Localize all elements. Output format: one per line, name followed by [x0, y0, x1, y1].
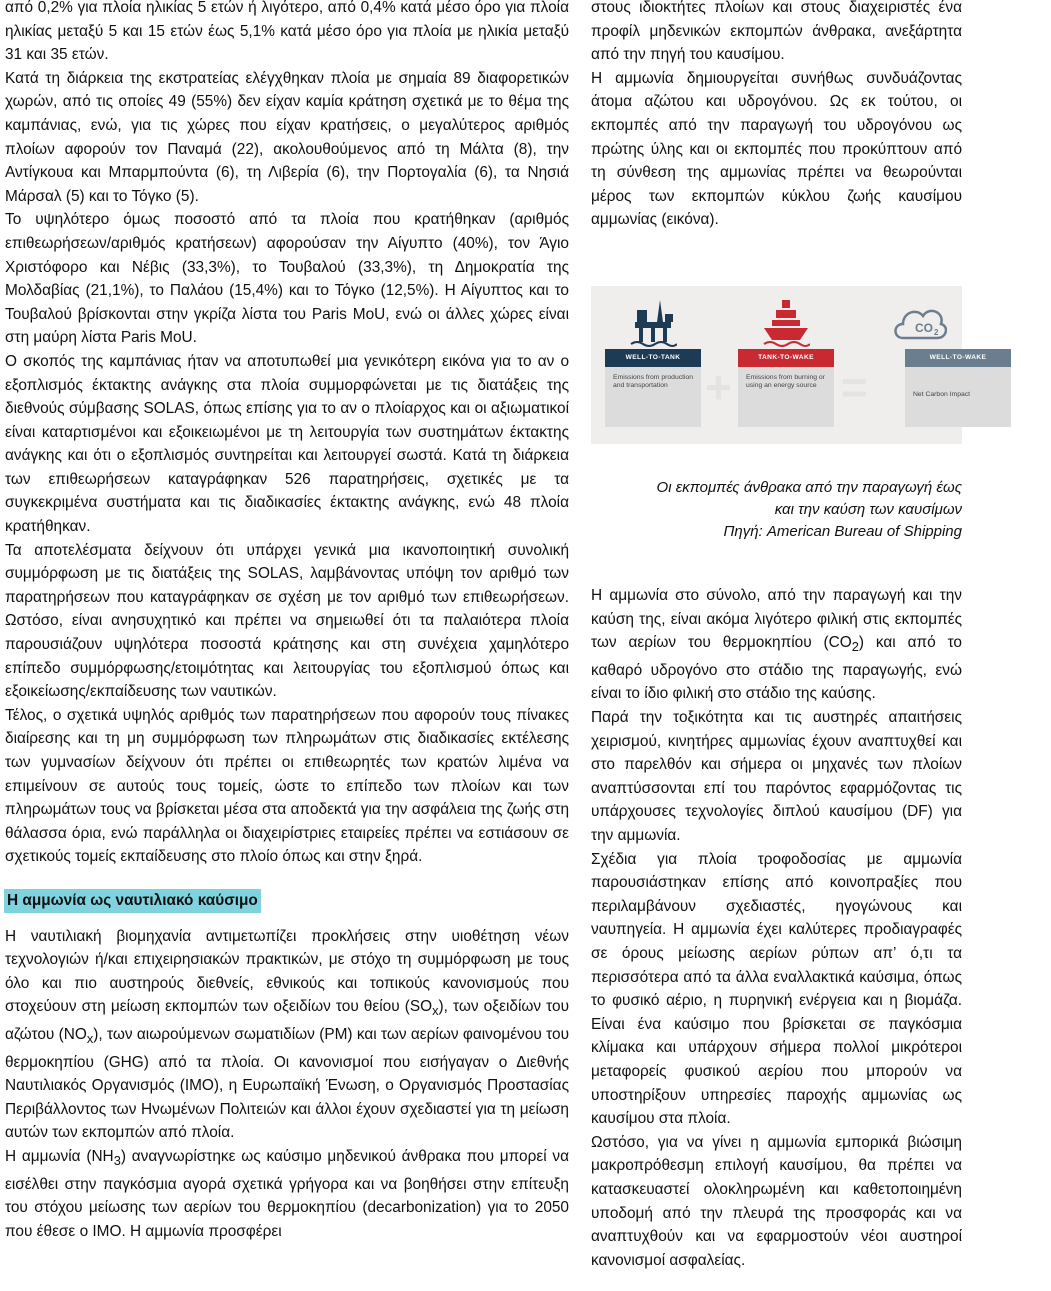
co2-cloud-icon: [891, 296, 947, 346]
section-heading: Η αμμωνία ως ναυτιλιακό καύσιμο: [4, 889, 261, 913]
text-run: Η ναυτιλιακή βιομηχανία αντιμετωπίζει προκλήσεις στην υιοθέτηση νέων τεχνολογιών ή/και επιχειρησιακών πρακτικών, με στόχο τη συμμόρφωση με τους όλο και πιο αυστηρούς διεθνείς, εθνικούς και τοπικούς κανονισμούς που στοχεύουν στη μείωση εκπομπών των οξειδίων του θείου (SO: [5, 927, 569, 1016]
paragraph-inspection-flags: Κατά τη διάρκεια της εκστρατείας ελέγχθηκαν πλοία με σημαία 89 διαφορετικών χωρών, από τις οποίες 49 (55%) δεν είχαν καμία κράτηση σχετικά με το θέμα της καμπάνιας, ενώ, για τις χώρες που είχαν κρατήσεις, ο μεγαλύτερος αριθμός πλοίων αφορούν τον Παναμά (22), ακολουθούμενος από τη Μάλτα (8), την Αντίγκουα και Μπαρμπούντα (6), τη Λιβερία (6), την Πορτογαλία (6), τα Νησιά Μάρσαλ (5) και το Τόγκο (5).: [5, 69, 569, 205]
subscript: 2: [851, 639, 859, 655]
spacer: [5, 869, 569, 889]
paragraph-campaign-purpose: Ο σκοπός της καμπάνιας ήταν να αποτυπωθεί μια γενικότερη εικόνα για το αν ο εξοπλισμός έκτακτης ανάγκης στα πλοία συμμορφώνεται με τις διατάξεις της διεθνούς σύμβασης SOLAS, όπως επίσης για το αν ο πλοίαρχος και οι αξιωματικοί είναι καταρτισμένοι και εξοικειωμένοι με τη λειτουργία των συστημάτων έκτακτης ανάγκης και ότι ο εξοπλισμός συντηρείται και λειτουργεί σωστά. Κατά τη διάρκεια των επιθεωρήσεων καταγράφηκαν 526 παρατηρήσεις, σχετικές με τα συγκεκριμένα συστήματα και τις διαδικασίες έκτακτης ανάγκης, ενώ 48 πλοία κρατήθηκαν.: [5, 352, 569, 536]
paragraph-detention-rates: Το υψηλότερο όμως ποσοστό από τα πλοία που κρατήθηκαν (αριθμός επιθεωρήσεων/αριθμός κρατήσεων) αφορούσαν την Αίγυπτο (40%), τον Άγιο Χριστόφορο και Νέβις (33,3%), το Τουβαλού (33,3%), τη Δημοκρατία της Μολδαβίας (21,1%), το Παλάου (15,4%) και το Τόγκο (12,5%). Η Αίγυπτος και το Τουβαλού βρίσκονται στην γκρίζα λίστα του Paris MoU, ενώ οι άλλες χώρες είναι στη μαύρη λίστα Paris MoU.: [5, 211, 569, 347]
well-to-tank-description: Emissions from production and transportation: [605, 367, 701, 427]
paragraph-ammonia-ghg: [591, 584, 962, 706]
well-to-tank-label: WELL-TO-TANK: [605, 349, 701, 367]
text-run: ), των οξειδίων του αζώτου (NO: [5, 998, 569, 1044]
text-run: Η αμμωνία (NH: [5, 1148, 114, 1166]
ship-icon: [762, 298, 810, 348]
caption-line-1: Οι εκπομπές άνθρακα από την παραγωγή έως: [656, 479, 962, 496]
text-run: ), των αιωρούμενων σωματιδίων (PM) και των αερίων φαινομένου του θερμοκηπίου (GHG) από τα πλοία. Οι κανονισμοί που εισήγαγαν ο Διεθνής Ναυτιλιακός Οργανισμός (IMO), η Ευρωπαϊκή Ένωση, ο Οργανισμός Προστασίας Περιβάλλοντος των Ηνωμένων Πολιτειών και άλλοι έχουν σχεδιαστεί για τη μείωση αυτών των εκπομπών από πλοία.: [5, 1026, 569, 1142]
paragraph-ammonia-zero-carbon: [5, 1145, 569, 1243]
tank-to-wake-label: TANK-TO-WAKE: [738, 349, 834, 367]
paragraph-continuation: στους ιδιοκτήτες πλοίων και στους διαχειριστές ένα προφίλ μηδενικών εκπομπών άνθρακα, ανεξάρτητα από την πηγή του καυσίμου.: [591, 0, 962, 64]
well-to-wake-label: WELL-TO-WAKE: [905, 349, 1011, 367]
text-run: Η αμμωνία στο σύνολο, από την παραγωγή και την καύση της, είναι ακόμα λιγότερο φιλική στις εκπομπές των αερίων του θερμοκηπίου (CO: [591, 587, 962, 652]
text-run: ) και από το καθαρό υδρογόνο στο στάδιο της παραγωγής, ενώ είναι το ίδιο φιλική στο στάδιο της καύσης.: [591, 634, 962, 703]
paragraph-supply-ships: Σχέδια για πλοία τροφοδοσίας με αμμωνία παρουσιάστηκαν επίσης από κοινοπραξίες που περιλαμβάνουν σχεδιαστές, ηγογώνους και ναυπηγεία. Η αμμωνία έχει καλύτερες προδιαγραφές σε όρους μείωσης αερίων ρύπων απ’ ό,τι τα περισσότερα από τα άλλα εναλλακτικά καύσιμα, όπως το φυσικό αέριο, η πυρηνική ενέργεια και η βιομάζα. Είναι ένα καύσιμο που βρίσκεται σε παγκόσμια κλίμακα και υπάρχουν σήμερα πολλοί μικρότεροι μεταφορείς φυσικού αερίου που μπορούν να υποστηρίξουν υπηρεσίες παροχής αμμωνίας ως καυσίμου στα πλοία.: [591, 850, 962, 1128]
text-run: ) αναγνωρίστηκε ως καύσιμο μηδενικού άνθρακα που μπορεί να εισέλθει στην παγκόσμια αγορά σχετικά γρήγορα και να βοηθήσει στην επίτευξη του στόχου μείωσης των αερίων του θερμοκηπίου (decarbonization) για το 2050 που έθεσε ο IMO. Η αμμωνία προσφέρει: [5, 1148, 570, 1240]
spacer: [5, 913, 569, 925]
right-column-bottom: [591, 584, 962, 1272]
oil-rig-icon: [629, 298, 677, 348]
co2-icon-subscript: 2: [934, 328, 939, 337]
subscript: 3: [113, 1153, 121, 1169]
subscript: x: [86, 1031, 94, 1047]
paragraph-conclusion: Τέλος, ο σχετικά υψηλός αριθμός των παρατηρήσεων που αφορούν τους πίνακες διαίρεσης και τη μη συμμόρφωση των πληρωμάτων στις διαδικασίες εκτέλεσης των γυμνασίων δείχνουν ότι πρέπει οι επιθεωρητές των κρατών λιμένα να επιμείνουν σε αυτούς τους τομείς, ώστε το επίπεδο των πλοίων και των πληρωμάτων τους να βρίσκεται μέσα στα αποδεκτά για την ασφάλεια της ζωής στη θάλασσα όρια, ενώ παράλληλα οι διαχειρίστριες εταιρείες πρέπει να εστιάσουν σε σχετικούς τομείς εκπαίδευσης στο πλοίο όπως και στην ξηρά.: [5, 706, 569, 866]
right-column-top: [591, 0, 962, 232]
emissions-lifecycle-figure: [591, 286, 987, 444]
subscript: x: [432, 1003, 439, 1019]
equals-sign: =: [841, 361, 868, 413]
paragraph-ammonia-engines: Παρά την τοξικότητα και τις αυστηρές απαιτήσεις χειρισμού, κινητήρες αμμωνίας έχουν αναπτυχθεί και στο παρελθόν και σήμερα οι μηχανές των πλοίων αναπτύσσονται επί του παρόντος εφαρμόζοντας τις υπάρχουσες τεχνολογίες διπλού καυσίμου (DF) για την αμμωνία.: [591, 709, 962, 845]
well-to-wake-description: Net Carbon Impact: [905, 367, 1011, 427]
paragraph-shipping-regulations: [5, 925, 569, 1146]
paragraph-ammonia-production: Η αμμωνία δημιουργείται συνήθως συνδυάζοντας άτομα αζώτου και υδρογόνου. Ως εκ τούτου, οι εκπομπές από την παραγωγή του υδρογόνου ως πρώτης ύλης και οι εκπομπές που προκύπτουν από τη σύνθεση της αμμωνίας πρέπει να θεωρούνται μέρος των εκπομπών κύκλου ζωής καυσίμου αμμωνίας (εικόνα).: [591, 69, 962, 229]
plus-sign: +: [705, 361, 732, 413]
left-column: [5, 0, 569, 1244]
caption-line-2: και την καύση των καυσίμων: [774, 501, 962, 518]
tank-to-wake-description: Emissions from burning or using an energy source: [738, 367, 834, 427]
section-heading-container: [5, 889, 569, 913]
intro-paragraph: από 0,2% για πλοία ηλικίας 5 ετών ή λιγότερο, από 0,4% κατά μέσο όρο για πλοία ηλικίας μεταξύ 5 και 15 ετών έως 5,1% κατά μέσο όρο για πλοία με ηλικία μεταξύ 31 και 35 ετών.: [5, 0, 569, 64]
figure-caption: [591, 477, 962, 543]
paragraph-commercial-viability: Ωστόσο, για να γίνει η αμμωνία εμπορικά βιώσιμη μακροπρόθεσμη επιλογή καυσίμου, θα πρέπει να κατασκευαστεί ολοκληρωμένη και καθετοποιημένη υποδομή από την πλευρά της προσφοράς και να αναπτυχθούν και να εφαρμοστούν νέοι αυστηροί κανονισμοί ασφαλείας.: [591, 1133, 962, 1269]
paragraph-results: Τα αποτελέσματα δείχνουν ότι υπάρχει γενικά μια ικανοποιητική συνολική συμμόρφωση με τις διατάξεις της SOLAS, λαμβάνοντας υπόψη τον αριθμό των παρατηρήσεων που καταγράφηκαν σε σχέση με τον αριθμό των επιθεωρήσεων. Ωστόσο, είναι ανησυχητικό και πρέπει να σημειωθεί ότι τα παλαιότερα πλοία παρουσιάζουν υψηλότερα ποσοστά κράτησης και στη συνέχεια χαμηλότερο επίπεδο συμμόρφωσης/ετοιμότητας και λειτουργίας του εξοπλισμού όπως και εξοικείωσης/εκπαίδευσης των ναυτικών.: [5, 541, 569, 701]
caption-source: Πηγή: American Bureau of Shipping: [723, 523, 962, 540]
co2-icon-text: CO: [915, 321, 933, 335]
